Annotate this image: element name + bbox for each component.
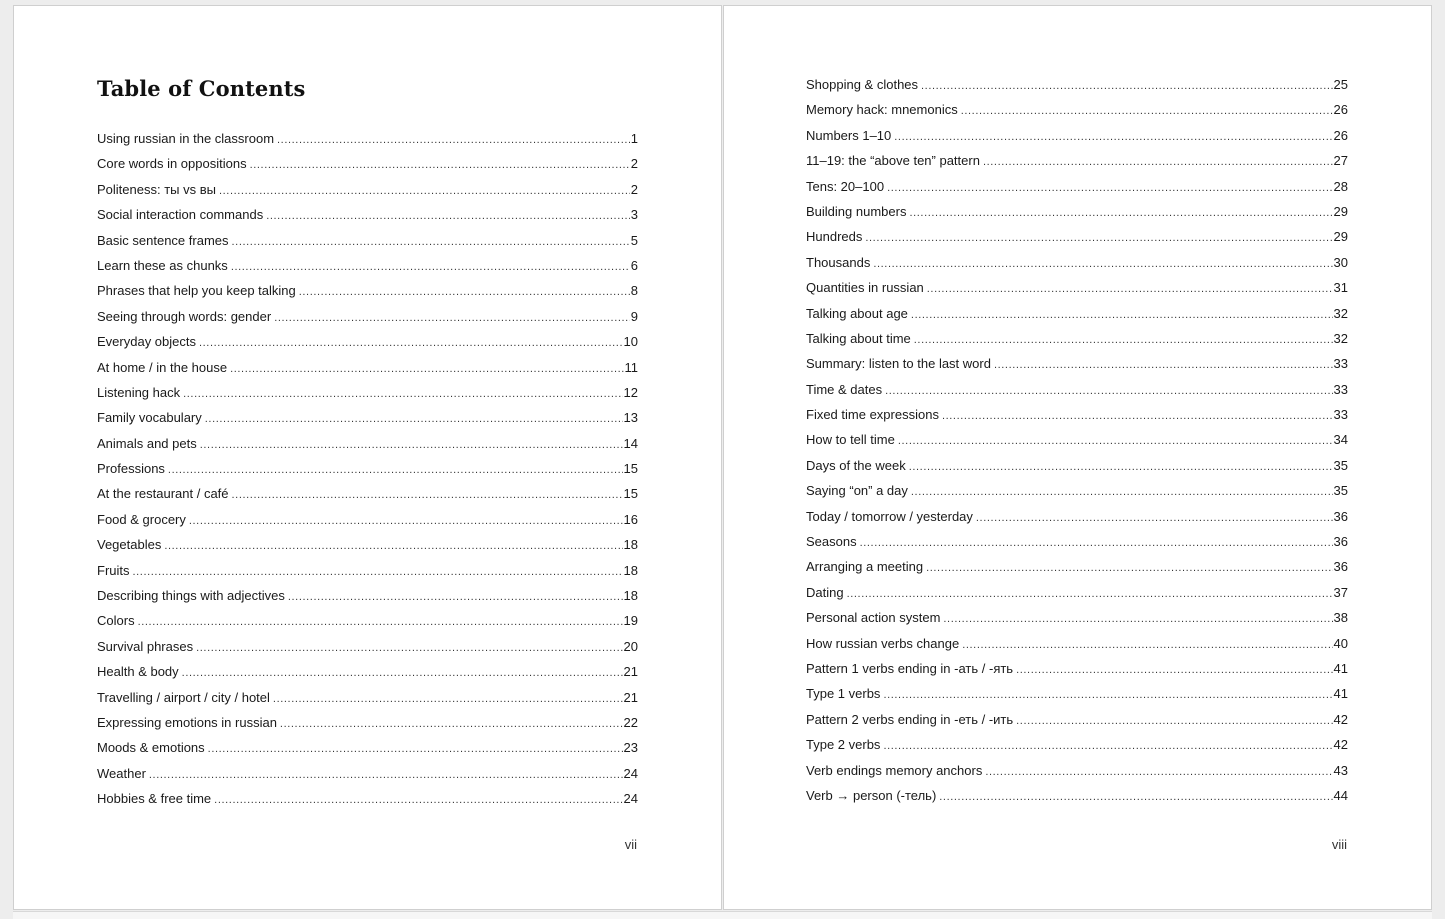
toc-dot-leader — [274, 312, 630, 324]
toc-entry-page: 9 — [630, 308, 638, 324]
toc-entry-title: Phrases that help you keep talking — [97, 283, 296, 299]
toc-entry-page: 41 — [1333, 660, 1348, 676]
toc-entry-title: Type 2 verbs — [806, 737, 881, 753]
toc-entry-title: Describing things with adjectives — [97, 588, 285, 604]
toc-entry-title: Core words in oppositions — [97, 156, 247, 172]
toc-entry-title: At the restaurant / café — [97, 486, 229, 502]
toc-entry[interactable] — [806, 458, 1348, 483]
toc-entry-page: 35 — [1333, 457, 1348, 473]
toc-entry[interactable] — [806, 204, 1348, 229]
toc-entry[interactable] — [97, 613, 638, 638]
toc-entry-page: 36 — [1333, 508, 1348, 524]
toc-dot-leader — [138, 616, 623, 628]
toc-entry-page: 32 — [1333, 330, 1348, 346]
toc-dot-leader — [288, 591, 623, 603]
toc-dot-leader — [200, 439, 623, 451]
toc-entry-page: 3 — [630, 207, 638, 223]
toc-entry-title: Hobbies & free time — [97, 791, 212, 807]
toc-dot-leader — [909, 207, 1332, 219]
toc-dot-leader — [994, 359, 1333, 371]
toc-entry-page: 13 — [623, 410, 638, 426]
toc-dot-leader — [894, 131, 1332, 143]
toc-dot-leader — [961, 105, 1333, 117]
toc-entry-page: 29 — [1333, 203, 1348, 219]
toc-entry[interactable] — [806, 255, 1348, 280]
toc-entry-title: Seasons — [806, 534, 857, 550]
toc-entry[interactable] — [97, 360, 638, 385]
toc-entry[interactable] — [806, 686, 1348, 711]
toc-entry-title: Type 1 verbs — [806, 686, 881, 702]
toc-list-left — [97, 131, 638, 817]
toc-entry[interactable] — [806, 407, 1348, 432]
toc-dot-leader — [885, 385, 1332, 397]
toc-entry[interactable] — [806, 788, 1348, 813]
toc-entry-title: Basic sentence frames — [97, 232, 229, 248]
toc-entry-page: 20 — [623, 638, 638, 654]
toc-dot-leader — [133, 566, 623, 578]
toc-entry-title: Tens: 20–100 — [806, 178, 885, 194]
toc-entry-page: 33 — [1333, 407, 1348, 423]
toc-entry-page: 35 — [1333, 483, 1348, 499]
toc-entry[interactable] — [97, 791, 638, 816]
toc-entry[interactable] — [97, 309, 638, 334]
toc-entry-title: Summary: listen to the last word — [806, 356, 991, 372]
toc-dot-leader — [1016, 715, 1332, 727]
toc-entry[interactable] — [806, 737, 1348, 762]
toc-dot-leader — [914, 334, 1333, 346]
toc-dot-leader — [1016, 664, 1332, 676]
toc-entry[interactable] — [806, 610, 1348, 635]
toc-entry-page: 29 — [1333, 229, 1348, 245]
toc-dot-leader — [883, 689, 1332, 701]
toc-entry-page: 36 — [1333, 534, 1348, 550]
toc-entry-title: Talking about time — [806, 330, 911, 346]
toc-dot-leader — [927, 283, 1333, 295]
toc-dot-leader — [250, 159, 630, 171]
toc-entry[interactable] — [97, 690, 638, 715]
toc-dot-leader — [873, 258, 1332, 270]
toc-entry[interactable] — [806, 585, 1348, 610]
toc-entry-page: 12 — [623, 384, 638, 400]
toc-entry-page: 30 — [1333, 254, 1348, 270]
toc-dot-leader — [943, 613, 1332, 625]
toc-entry-page: 16 — [623, 511, 638, 527]
toc-entry-page: 33 — [1333, 356, 1348, 372]
toc-dot-leader — [962, 639, 1332, 651]
toc-entry[interactable] — [806, 432, 1348, 457]
toc-entry-page: 24 — [623, 791, 638, 807]
toc-entry-title: Quantities in russian — [806, 280, 924, 296]
toc-entry-title: Thousands — [806, 254, 871, 270]
toc-entry-title: Time & dates — [806, 381, 883, 397]
toc-entry[interactable] — [806, 661, 1348, 686]
toc-entry-page: 32 — [1333, 305, 1348, 321]
toc-entry-title: Memory hack: mnemonics — [806, 102, 958, 118]
toc-entry-page: 38 — [1333, 610, 1348, 626]
toc-entry[interactable] — [97, 182, 638, 207]
page-number: viii — [1331, 837, 1347, 852]
toc-entry-title: Travelling / airport / city / hotel — [97, 689, 270, 705]
toc-entry-page: 18 — [623, 588, 638, 604]
toc-entry-page: 14 — [623, 435, 638, 451]
toc-entry[interactable] — [806, 102, 1348, 127]
toc-entry-page: 33 — [1333, 381, 1348, 397]
toc-entry-title: Numbers 1–10 — [806, 127, 892, 143]
toc-dot-leader — [205, 413, 623, 425]
toc-dot-leader — [921, 80, 1333, 92]
toc-dot-leader — [273, 693, 623, 705]
toc-entry-page: 21 — [623, 664, 638, 680]
toc-dot-leader — [219, 185, 630, 197]
toc-entry-title: Everyday objects — [97, 334, 196, 350]
toc-entry[interactable] — [97, 385, 638, 410]
toc-entry[interactable] — [806, 153, 1348, 178]
toc-entry[interactable] — [97, 512, 638, 537]
toc-entry[interactable] — [806, 229, 1348, 254]
toc-dot-leader — [865, 232, 1332, 244]
toc-entry-page: 15 — [623, 486, 638, 502]
toc-entry[interactable] — [97, 156, 638, 181]
toc-dot-leader — [911, 309, 1333, 321]
toc-dot-leader — [985, 766, 1332, 778]
toc-entry-page: 1 — [630, 131, 638, 146]
toc-entry[interactable] — [97, 334, 638, 359]
toc-dot-leader — [280, 718, 623, 730]
toc-dot-leader — [887, 182, 1332, 194]
toc-entry-title: Weather — [97, 765, 146, 781]
toc-entry[interactable] — [806, 179, 1348, 204]
toc-entry-page: 22 — [623, 714, 638, 730]
toc-entry-title: Verb → person (-тель) — [806, 787, 937, 803]
toc-entry-title: Today / tomorrow / yesterday — [806, 508, 973, 524]
toc-entry-title: Fruits — [97, 562, 130, 578]
toc-entry-title: Verb endings memory anchors — [806, 762, 983, 778]
toc-entry-title: Animals and pets — [97, 435, 197, 451]
toc-entry[interactable] — [806, 280, 1348, 305]
toc-entry-title: Arranging a meeting — [806, 559, 924, 575]
toc-entry-title: 11–19: the “above ten” pattern — [806, 153, 980, 169]
toc-entry-title: Colors — [97, 613, 135, 629]
toc-entry-page: 44 — [1333, 787, 1348, 803]
toc-entry-title: Family vocabulary — [97, 410, 202, 426]
toc-entry-title: Pattern 1 verbs ending in -ать / -ять — [806, 660, 1014, 676]
toc-dot-leader — [199, 337, 623, 349]
toc-entry[interactable] — [97, 207, 638, 232]
toc-entry-page: 37 — [1333, 584, 1348, 600]
toc-entry-title: Moods & emotions — [97, 740, 205, 756]
toc-entry[interactable] — [806, 534, 1348, 559]
toc-entry-title: Vegetables — [97, 537, 162, 553]
toc-dot-leader — [976, 512, 1333, 524]
toc-entry[interactable] — [806, 483, 1348, 508]
toc-dot-leader — [189, 515, 623, 527]
toc-dot-leader — [164, 540, 622, 552]
toc-entry-title: Fixed time expressions — [806, 407, 939, 423]
toc-dot-leader — [942, 410, 1333, 422]
toc-entry[interactable] — [806, 559, 1348, 584]
toc-entry[interactable] — [97, 233, 638, 258]
toc-entry-page: 43 — [1333, 762, 1348, 778]
toc-entry-page: 24 — [623, 765, 638, 781]
toc-entry-page: 18 — [623, 562, 638, 578]
toc-dot-leader — [898, 435, 1333, 447]
toc-entry-page: 27 — [1333, 153, 1348, 169]
toc-entry-page: 42 — [1333, 711, 1348, 727]
toc-dot-leader — [232, 236, 630, 248]
toc-dot-leader — [860, 537, 1333, 549]
toc-dot-leader — [196, 642, 622, 654]
toc-entry-title: Dating — [806, 584, 844, 600]
toc-entry-title: Professions — [97, 461, 165, 477]
toc-entry[interactable] — [806, 356, 1348, 381]
toc-entry[interactable] — [97, 436, 638, 461]
toc-entry[interactable] — [97, 258, 638, 283]
toc-entry-page: 23 — [623, 740, 638, 756]
toc-dot-leader — [208, 743, 623, 755]
toc-list-right — [806, 77, 1348, 813]
toc-entry-title: Health & body — [97, 664, 179, 680]
toc-entry-title: How to tell time — [806, 432, 895, 448]
next-page-edge — [13, 911, 1432, 919]
toc-entry[interactable] — [97, 588, 638, 613]
toc-entry-page: 15 — [623, 461, 638, 477]
toc-entry-title: Shopping & clothes — [806, 77, 919, 92]
toc-entry-page: 5 — [630, 232, 638, 248]
toc-entry-page: 31 — [1333, 280, 1348, 296]
toc-entry-page: 34 — [1333, 432, 1348, 448]
toc-entry-title: How russian verbs change — [806, 635, 960, 651]
toc-entry-title: Using russian in the classroom — [97, 131, 275, 146]
toc-entry[interactable] — [806, 331, 1348, 356]
document-page-right — [723, 5, 1432, 910]
toc-dot-leader — [277, 134, 630, 146]
toc-entry-page: 36 — [1333, 559, 1348, 575]
toc-entry-page: 18 — [623, 537, 638, 553]
toc-entry-page: 40 — [1333, 635, 1348, 651]
toc-dot-leader — [983, 156, 1333, 168]
toc-entry-title: Expressing emotions in russian — [97, 714, 277, 730]
toc-entry-page: 28 — [1333, 178, 1348, 194]
toc-entry[interactable] — [806, 636, 1348, 661]
toc-entry-page: 42 — [1333, 737, 1348, 753]
toc-entry[interactable] — [806, 509, 1348, 534]
toc-entry[interactable] — [97, 131, 638, 156]
toc-entry[interactable] — [806, 128, 1348, 153]
toc-entry[interactable] — [97, 537, 638, 562]
toc-entry[interactable] — [97, 664, 638, 689]
toc-dot-leader — [299, 286, 630, 298]
toc-entry-title: Hundreds — [806, 229, 863, 245]
toc-dot-leader — [182, 667, 623, 679]
toc-entry-title: Talking about age — [806, 305, 908, 321]
toc-entry-page: 6 — [630, 257, 638, 273]
toc-entry-page: 8 — [630, 283, 638, 299]
toc-dot-leader — [266, 210, 630, 222]
toc-entry[interactable] — [806, 763, 1348, 788]
toc-entry-title: Learn these as chunks — [97, 257, 228, 273]
toc-dot-leader — [183, 388, 622, 400]
toc-entry-title: Politeness: ты vs вы — [97, 181, 216, 197]
toc-entry-page: 19 — [623, 613, 638, 629]
toc-entry[interactable] — [806, 77, 1348, 102]
toc-entry-page: 21 — [623, 689, 638, 705]
toc-entry-title: Days of the week — [806, 457, 906, 473]
toc-entry[interactable] — [97, 740, 638, 765]
toc-dot-leader — [232, 489, 623, 501]
page-number: vii — [624, 837, 637, 852]
toc-entry-title: Survival phrases — [97, 638, 194, 654]
toc-entry[interactable] — [97, 715, 638, 740]
toc-entry-title: Seeing through words: gender — [97, 308, 272, 324]
toc-dot-leader — [909, 461, 1333, 473]
toc-entry-title: Food & grocery — [97, 511, 186, 527]
toc-entry[interactable] — [806, 382, 1348, 407]
toc-entry-page: 2 — [630, 181, 638, 197]
toc-dot-leader — [926, 562, 1332, 574]
toc-dot-leader — [231, 261, 630, 273]
toc-entry-page: 10 — [623, 334, 638, 350]
toc-dot-leader — [230, 363, 623, 375]
toc-entry-title: Social interaction commands — [97, 207, 264, 223]
toc-entry[interactable] — [97, 410, 638, 435]
toc-entry[interactable] — [806, 306, 1348, 331]
toc-entry-title: Pattern 2 verbs ending in -еть / -ить — [806, 711, 1014, 727]
toc-entry[interactable] — [97, 486, 638, 511]
toc-entry-page: 41 — [1333, 686, 1348, 702]
toc-dot-leader — [214, 794, 622, 806]
toc-dot-leader — [883, 740, 1332, 752]
toc-entry[interactable] — [97, 639, 638, 664]
toc-entry-title: Listening hack — [97, 384, 181, 400]
toc-entry[interactable] — [97, 461, 638, 486]
document-page-left — [13, 5, 722, 910]
toc-entry-page: 25 — [1333, 77, 1348, 92]
toc-entry[interactable] — [97, 283, 638, 308]
toc-entry-title: Personal action system — [806, 610, 941, 626]
toc-entry[interactable] — [97, 563, 638, 588]
toc-dot-leader — [149, 769, 623, 781]
toc-entry-page: 26 — [1333, 102, 1348, 118]
toc-entry-title: Saying “on” a day — [806, 483, 908, 499]
toc-entry-title: Building numbers — [806, 203, 907, 219]
toc-dot-leader — [168, 464, 623, 476]
toc-entry-title: At home / in the house — [97, 359, 228, 375]
toc-entry-page: 26 — [1333, 127, 1348, 143]
toc-dot-leader — [847, 588, 1333, 600]
toc-entry-page: 11 — [624, 359, 638, 375]
toc-entry[interactable] — [806, 712, 1348, 737]
toc-entry-page: 2 — [630, 156, 638, 172]
toc-entry[interactable] — [97, 766, 638, 791]
page-title: Table of Contents — [97, 76, 306, 101]
toc-dot-leader — [939, 791, 1332, 803]
toc-dot-leader — [911, 486, 1333, 498]
